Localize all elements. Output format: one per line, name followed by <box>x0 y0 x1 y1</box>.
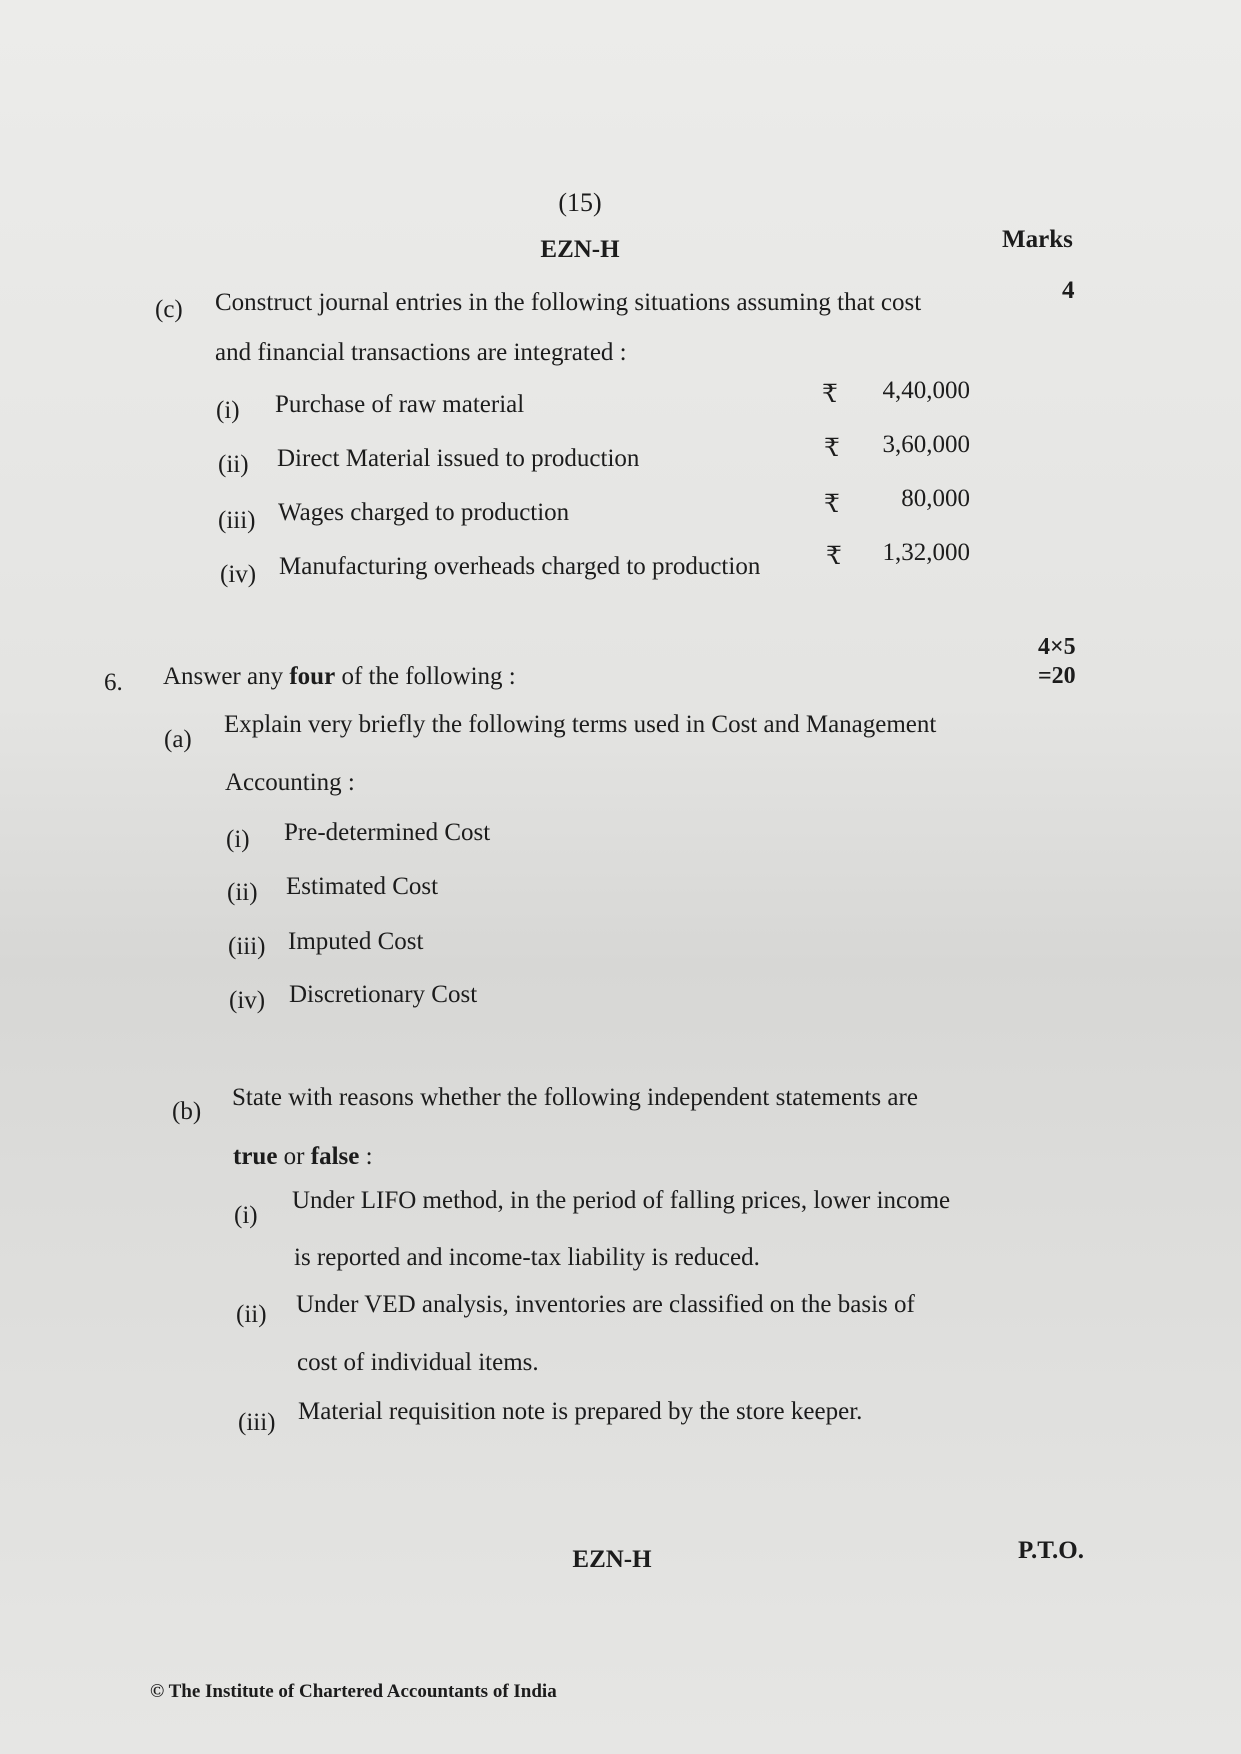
q6b-true: true <box>233 1143 278 1170</box>
q6a-label: (a) <box>164 726 192 753</box>
q6b-item-num: (ii) <box>236 1301 267 1328</box>
q5c-item-amount: 3,60,000 <box>882 431 970 458</box>
page-number: (15) <box>558 188 602 217</box>
q5c-line1: Construct journal entries in the following situations assuming that cost <box>215 289 922 316</box>
q6-number: 6. <box>104 669 123 696</box>
q6b-item-line1: Under VED analysis, inventories are classified on the basis of <box>296 1291 915 1318</box>
q6b-label: (b) <box>172 1098 202 1125</box>
q6a-item-text: Estimated Cost <box>286 873 439 900</box>
q5c-item-num: (iv) <box>220 561 257 588</box>
q5c-label: (c) <box>155 296 183 323</box>
rupee-symbol: ₹ <box>824 435 840 462</box>
q5c-item-text: Direct Material issued to production <box>277 445 640 472</box>
q6b-colon: : <box>359 1143 373 1170</box>
marks-heading: Marks <box>1002 226 1073 253</box>
q6-intro <box>163 664 516 689</box>
q5c-marks: 4 <box>1062 277 1075 304</box>
q5c-item-amount: 4,40,000 <box>882 377 970 404</box>
rupee-symbol: ₹ <box>824 491 840 518</box>
rupee-symbol: ₹ <box>822 381 838 408</box>
paper-code-header: EZN-H <box>540 236 620 263</box>
q6b-line2 <box>233 1144 373 1169</box>
q6a-item-num: (iv) <box>229 987 266 1014</box>
q6a-item-text: Imputed Cost <box>288 928 424 955</box>
q6b-item-line1: Under LIFO method, in the period of falling prices, lower income <box>292 1187 951 1214</box>
q5c-item-text: Wages charged to production <box>278 499 570 526</box>
q5c-item-num: (ii) <box>218 451 249 478</box>
q6a-item-num: (iii) <box>228 933 266 960</box>
q5c-item-text: Manufacturing overheads charged to production <box>279 553 761 580</box>
q5c-line2: and financial transactions are integrated : <box>215 339 627 366</box>
q6-intro-bold: four <box>289 663 336 690</box>
q5c-item-num: (i) <box>216 397 240 424</box>
q5c-item-num: (iii) <box>218 507 256 534</box>
q6-intro-post: of the following : <box>335 663 516 690</box>
q6a-item-num: (ii) <box>227 879 258 906</box>
q6a-item-text: Pre-determined Cost <box>284 819 491 846</box>
q6a-line1: Explain very briefly the following terms used in Cost and Management <box>224 711 937 738</box>
q6b-line1: State with reasons whether the following independent statements are <box>232 1084 918 1111</box>
q6b-item-line2: is reported and income-tax liability is reduced. <box>294 1244 760 1271</box>
paper-code-footer: EZN-H <box>572 1546 652 1573</box>
q6b-false: false <box>310 1143 360 1170</box>
q6-marks-top: 4×5 <box>1038 634 1076 660</box>
q6a-line2: Accounting : <box>225 769 355 796</box>
q6-marks-bottom: =20 <box>1038 663 1076 689</box>
copyright-notice: © The Institute of Chartered Accountants of India <box>150 1681 557 1702</box>
q6a-item-text: Discretionary Cost <box>289 981 478 1008</box>
q6b-item-line1: Material requisition note is prepared by the store keeper. <box>298 1398 863 1425</box>
q6b-item-num: (i) <box>234 1202 258 1229</box>
q6a-item-num: (i) <box>226 826 250 853</box>
q5c-item-text: Purchase of raw material <box>275 391 525 418</box>
rupee-symbol: ₹ <box>826 543 842 570</box>
pto-label: P.T.O. <box>1018 1537 1084 1564</box>
q6-intro-pre: Answer any <box>163 663 290 690</box>
q5c-item-amount: 1,32,000 <box>882 539 970 566</box>
q6b-item-num: (iii) <box>238 1409 276 1436</box>
q5c-item-amount: 80,000 <box>901 485 970 512</box>
q6b-item-line2: cost of individual items. <box>297 1349 539 1376</box>
q6b-or: or <box>277 1143 311 1170</box>
